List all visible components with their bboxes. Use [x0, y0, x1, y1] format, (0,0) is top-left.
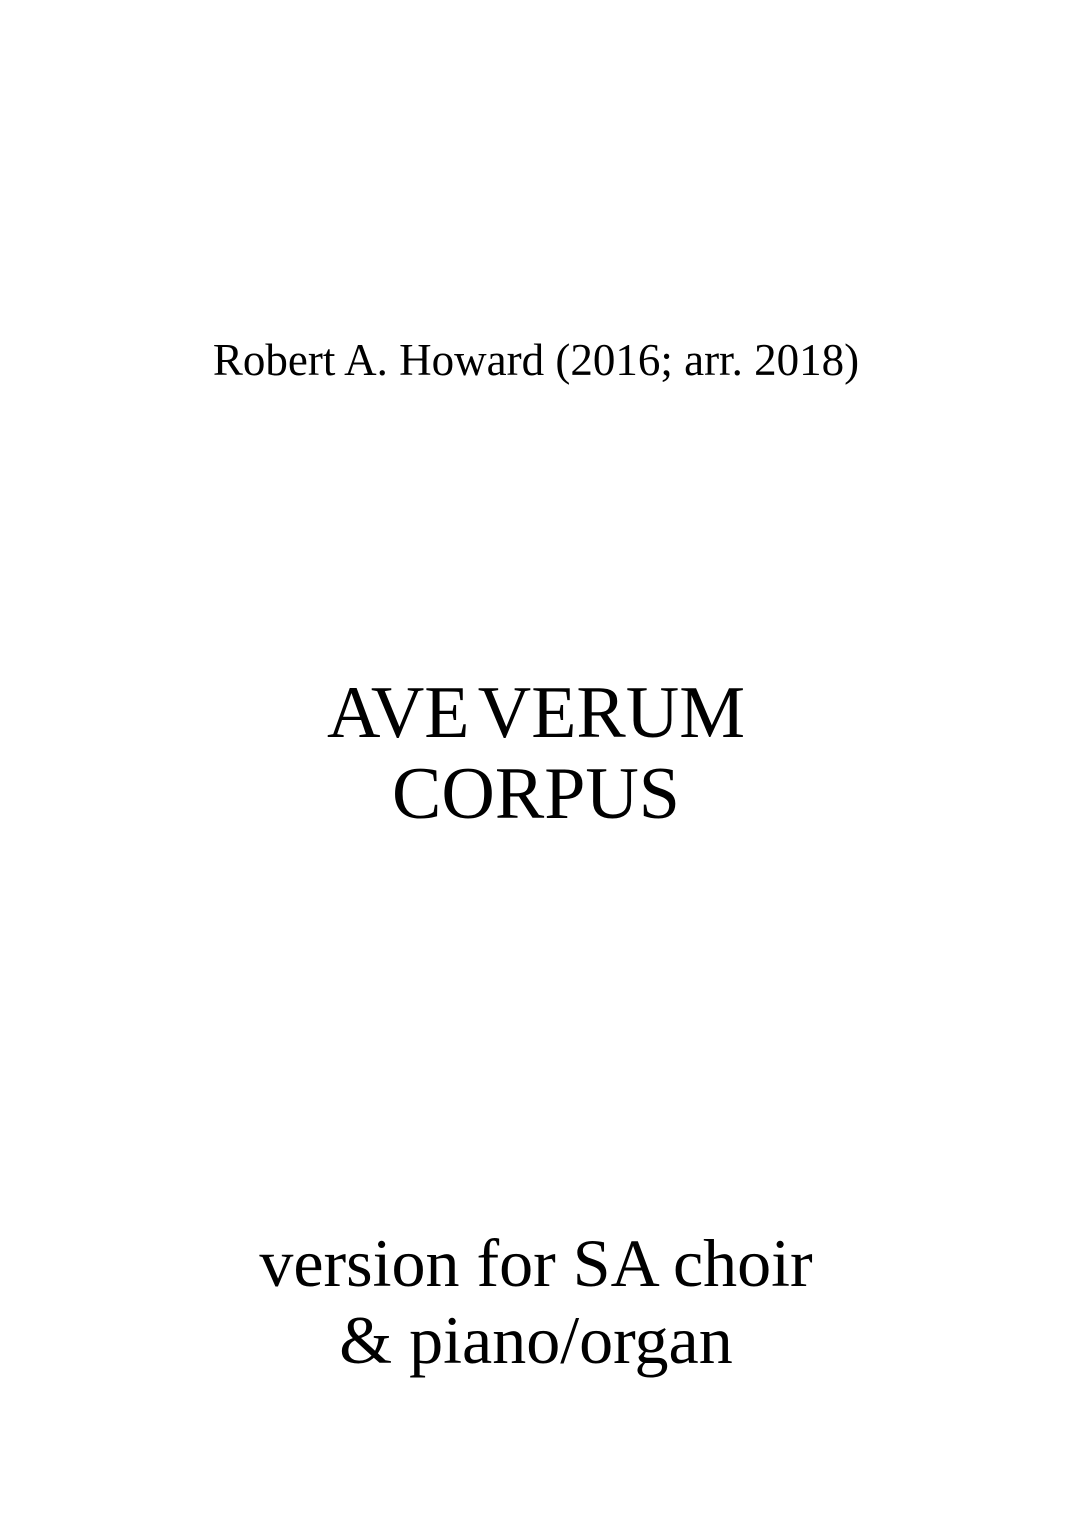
version-subtitle — [0, 1225, 1072, 1379]
version-subtitle-line2: & piano/organ — [339, 1302, 733, 1378]
composer-credit: Robert A. Howard (2016; arr. 2018) — [212, 335, 860, 385]
piece-title-line1: AVE VERUM — [326, 672, 746, 754]
piece-title — [0, 673, 1072, 835]
piece-title-line2: CORPUS — [392, 753, 680, 835]
version-subtitle-line1: version for SA choir — [259, 1225, 813, 1301]
